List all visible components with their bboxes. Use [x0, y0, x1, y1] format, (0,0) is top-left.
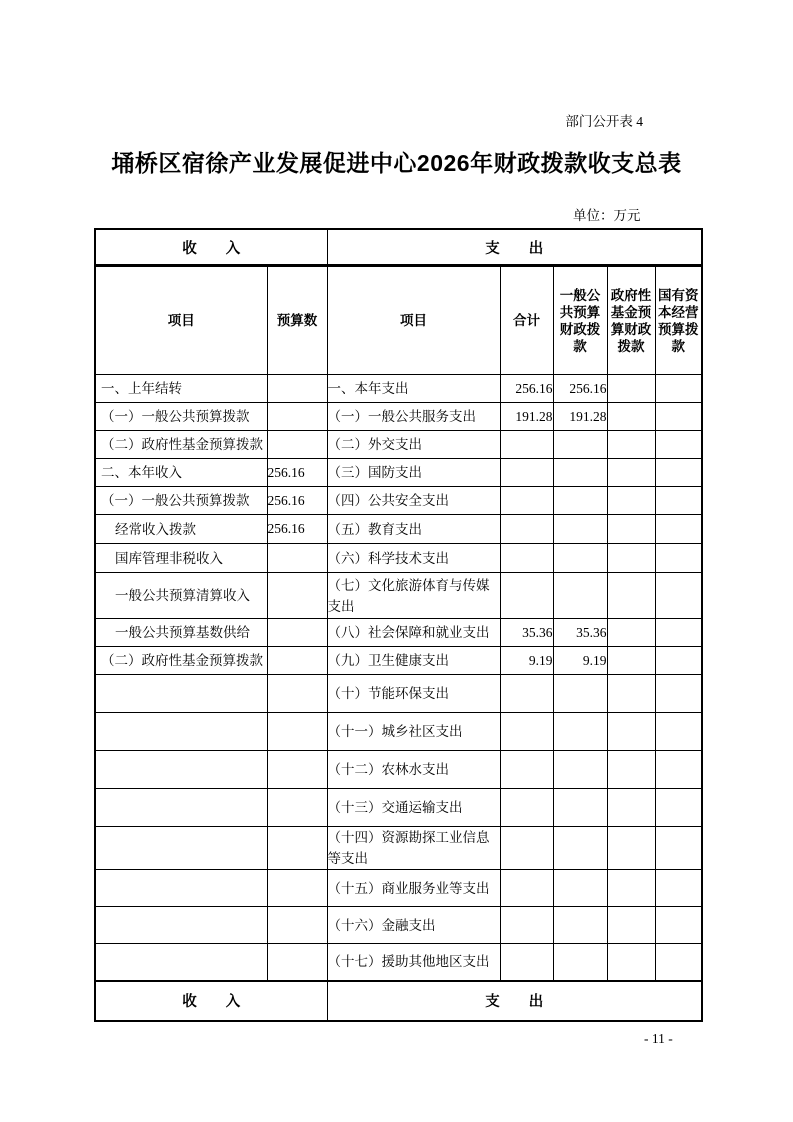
expense-general-budget-cell: 9.19	[553, 647, 607, 675]
expense-state-capital-cell	[655, 515, 702, 544]
expense-total-cell	[500, 487, 553, 515]
expense-item-column-header: 项目	[327, 266, 500, 375]
budget-summary-table	[94, 228, 703, 1022]
table-row	[95, 870, 702, 907]
expense-gov-fund-cell	[607, 515, 655, 544]
expense-total-cell	[500, 870, 553, 907]
expense-gov-fund-cell	[607, 944, 655, 981]
expense-general-budget-column-header: 一般公共预算财政拨款	[553, 266, 607, 375]
income-budget-cell	[267, 789, 327, 827]
expense-state-capital-cell	[655, 647, 702, 675]
income-item-cell: 一般公共预算清算收入	[95, 573, 267, 619]
table-row	[95, 713, 702, 751]
section-footer-row	[95, 981, 702, 1021]
expense-gov-fund-cell	[607, 375, 655, 403]
expense-gov-fund-cell	[607, 619, 655, 647]
expense-state-capital-cell	[655, 870, 702, 907]
form-number-label: 部门公开表 4	[565, 114, 643, 129]
income-budget-cell	[267, 713, 327, 751]
table-row	[95, 647, 702, 675]
expense-gov-fund-cell	[607, 647, 655, 675]
income-item-cell	[95, 675, 267, 713]
expense-item-cell: （一）一般公共服务支出	[327, 403, 500, 431]
expense-state-capital-column-header: 国有资本经营预算拨款	[655, 266, 702, 375]
expense-state-capital-cell	[655, 713, 702, 751]
expense-gov-fund-column-header: 政府性基金预算财政拨款	[607, 266, 655, 375]
income-budget-cell	[267, 403, 327, 431]
expense-total-cell	[500, 789, 553, 827]
expense-gov-fund-cell	[607, 487, 655, 515]
expense-state-capital-cell	[655, 944, 702, 981]
table-row	[95, 573, 702, 619]
expense-general-budget-cell: 35.36	[553, 619, 607, 647]
expense-general-budget-cell: 191.28	[553, 403, 607, 431]
expense-general-budget-cell	[553, 459, 607, 487]
income-item-cell: （二）政府性基金预算拨款	[95, 431, 267, 459]
expense-general-budget-cell	[553, 487, 607, 515]
income-budget-cell	[267, 431, 327, 459]
income-item-cell: 经常收入拨款	[95, 515, 267, 544]
expense-gov-fund-cell	[607, 675, 655, 713]
income-budget-cell	[267, 375, 327, 403]
expense-gov-fund-cell	[607, 459, 655, 487]
expense-general-budget-cell	[553, 675, 607, 713]
expense-total-column-header: 合计	[500, 266, 553, 375]
expense-state-capital-cell	[655, 403, 702, 431]
expense-state-capital-cell	[655, 751, 702, 789]
income-section-header: 收 入	[95, 229, 327, 266]
income-budget-column-header: 预算数	[267, 266, 327, 375]
expense-general-budget-cell	[553, 944, 607, 981]
expense-total-cell	[500, 827, 553, 870]
income-item-column-header: 项目	[95, 266, 267, 375]
section-header-row	[95, 229, 702, 266]
income-section-footer: 收 入	[95, 981, 327, 1021]
expense-general-budget-cell	[553, 544, 607, 573]
expense-gov-fund-cell	[607, 870, 655, 907]
table-row	[95, 487, 702, 515]
expense-total-cell	[500, 751, 553, 789]
table-row	[95, 459, 702, 487]
expense-state-capital-cell	[655, 573, 702, 619]
expense-general-budget-cell	[553, 751, 607, 789]
page-title: 埇桥区宿徐产业发展促进中心2026年财政拨款收支总表	[111, 150, 682, 176]
expense-item-cell: （九）卫生健康支出	[327, 647, 500, 675]
expense-state-capital-cell	[655, 619, 702, 647]
expense-item-cell: （五）教育支出	[327, 515, 500, 544]
expense-total-cell: 35.36	[500, 619, 553, 647]
expense-item-cell: （十四）资源勘探工业信息等支出	[327, 827, 500, 870]
expense-item-cell: （三）国防支出	[327, 459, 500, 487]
expense-state-capital-cell	[655, 827, 702, 870]
table-row	[95, 619, 702, 647]
table-row	[95, 675, 702, 713]
expense-gov-fund-cell	[607, 403, 655, 431]
income-budget-cell	[267, 944, 327, 981]
expense-total-cell	[500, 944, 553, 981]
income-budget-cell	[267, 675, 327, 713]
income-item-cell: 一、上年结转	[95, 375, 267, 403]
expense-general-budget-cell	[553, 827, 607, 870]
expense-total-cell: 191.28	[500, 403, 553, 431]
expense-item-cell: （七）文化旅游体育与传媒支出	[327, 573, 500, 619]
expense-item-cell: （二）外交支出	[327, 431, 500, 459]
expense-state-capital-cell	[655, 789, 702, 827]
income-item-cell	[95, 713, 267, 751]
income-item-cell	[95, 907, 267, 944]
expense-item-cell: （六）科学技术支出	[327, 544, 500, 573]
expense-total-cell	[500, 675, 553, 713]
expense-item-cell: （四）公共安全支出	[327, 487, 500, 515]
table-row	[95, 944, 702, 981]
expense-total-cell	[500, 573, 553, 619]
expense-total-cell	[500, 431, 553, 459]
expense-general-budget-cell	[553, 907, 607, 944]
income-budget-cell	[267, 619, 327, 647]
expense-item-cell: （十五）商业服务业等支出	[327, 870, 500, 907]
expense-gov-fund-cell	[607, 431, 655, 459]
expense-item-cell: （十二）农林水支出	[327, 751, 500, 789]
expense-item-cell: （十）节能环保支出	[327, 675, 500, 713]
expense-gov-fund-cell	[607, 573, 655, 619]
expense-general-budget-cell	[553, 573, 607, 619]
income-item-cell	[95, 870, 267, 907]
table-row	[95, 827, 702, 870]
expense-state-capital-cell	[655, 675, 702, 713]
expense-gov-fund-cell	[607, 827, 655, 870]
income-budget-cell: 256.16	[267, 515, 327, 544]
table-row	[95, 544, 702, 573]
table-row	[95, 403, 702, 431]
income-item-cell	[95, 789, 267, 827]
expense-item-cell: （十三）交通运输支出	[327, 789, 500, 827]
income-budget-cell	[267, 907, 327, 944]
income-budget-cell	[267, 544, 327, 573]
table-row	[95, 751, 702, 789]
expense-section-header: 支 出	[327, 229, 702, 266]
income-budget-cell: 256.16	[267, 487, 327, 515]
expense-section-footer: 支 出	[327, 981, 702, 1021]
table-row	[95, 515, 702, 544]
expense-total-cell	[500, 907, 553, 944]
expense-gov-fund-cell	[607, 713, 655, 751]
income-item-cell	[95, 827, 267, 870]
expense-general-budget-cell	[553, 789, 607, 827]
income-item-cell: 一般公共预算基数供给	[95, 619, 267, 647]
unit-label: 单位：万元	[573, 208, 641, 223]
income-item-cell: 国库管理非税收入	[95, 544, 267, 573]
expense-state-capital-cell	[655, 487, 702, 515]
income-item-cell	[95, 944, 267, 981]
income-budget-cell: 256.16	[267, 459, 327, 487]
table-row	[95, 431, 702, 459]
expense-gov-fund-cell	[607, 751, 655, 789]
expense-total-cell	[500, 459, 553, 487]
page-number: - 11 -	[644, 1031, 673, 1046]
expense-general-budget-cell	[553, 713, 607, 751]
expense-gov-fund-cell	[607, 544, 655, 573]
expense-general-budget-cell	[553, 870, 607, 907]
income-budget-cell	[267, 751, 327, 789]
expense-state-capital-cell	[655, 544, 702, 573]
income-item-cell: （一）一般公共预算拨款	[95, 487, 267, 515]
expense-gov-fund-cell	[607, 789, 655, 827]
expense-item-cell: （十一）城乡社区支出	[327, 713, 500, 751]
table-row	[95, 375, 702, 403]
expense-item-cell: （十七）援助其他地区支出	[327, 944, 500, 981]
column-header-row	[95, 266, 702, 375]
expense-state-capital-cell	[655, 907, 702, 944]
income-budget-cell	[267, 870, 327, 907]
expense-general-budget-cell	[553, 515, 607, 544]
income-budget-cell	[267, 827, 327, 870]
expense-state-capital-cell	[655, 431, 702, 459]
expense-total-cell: 9.19	[500, 647, 553, 675]
income-budget-cell	[267, 647, 327, 675]
income-item-cell	[95, 751, 267, 789]
expense-general-budget-cell: 256.16	[553, 375, 607, 403]
expense-total-cell	[500, 713, 553, 751]
expense-item-cell: （十六）金融支出	[327, 907, 500, 944]
expense-total-cell: 256.16	[500, 375, 553, 403]
expense-item-cell: 一、本年支出	[327, 375, 500, 403]
expense-gov-fund-cell	[607, 907, 655, 944]
expense-total-cell	[500, 544, 553, 573]
income-item-cell: （二）政府性基金预算拨款	[95, 647, 267, 675]
expense-state-capital-cell	[655, 375, 702, 403]
income-item-cell: 二、本年收入	[95, 459, 267, 487]
income-item-cell: （一）一般公共预算拨款	[95, 403, 267, 431]
table-row	[95, 907, 702, 944]
expense-state-capital-cell	[655, 459, 702, 487]
expense-item-cell: （八）社会保障和就业支出	[327, 619, 500, 647]
table-row	[95, 789, 702, 827]
expense-general-budget-cell	[553, 431, 607, 459]
expense-total-cell	[500, 515, 553, 544]
income-budget-cell	[267, 573, 327, 619]
